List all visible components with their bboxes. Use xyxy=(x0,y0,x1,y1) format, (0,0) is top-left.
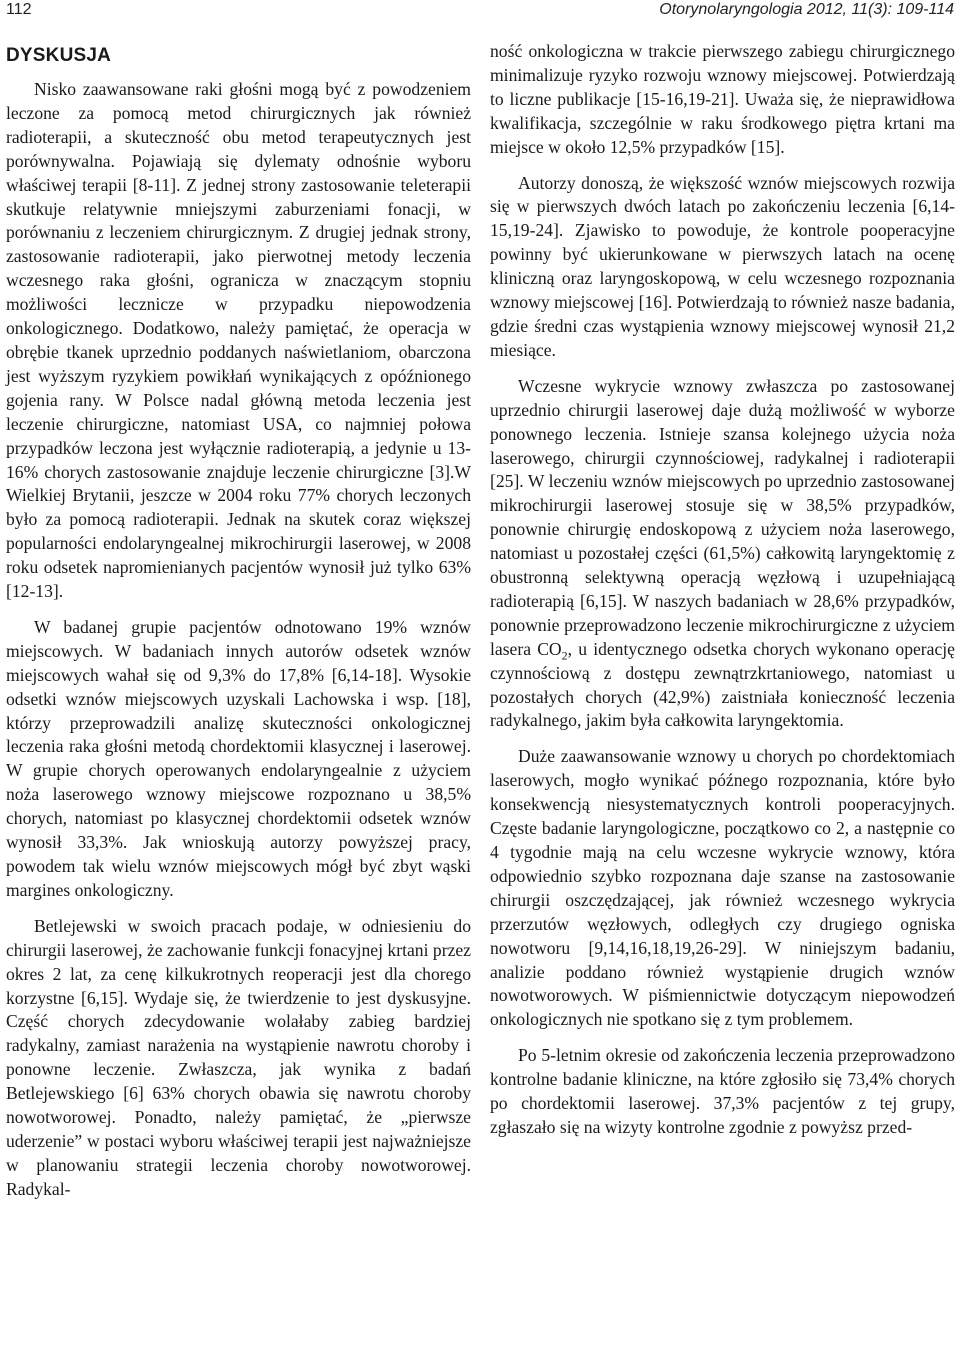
paragraph: Nisko zaawansowane raki głośni mogą być z powodzeniem leczone za pomocą metod chirurgicznych jak również radioterapii, a skuteczność obu metod terapeutycznych jest porównywalna. Pojawiają się dylematy odnośnie wyboru właściwej terapii [8-11]. Z jednej strony zastosowanie teleterapii skutkuje relatywnie mniejszymi zaburzeniami fonacji, w porównaniu z leczeniem chirurgicznym. Z drugiej jednak strony, zastosowanie radioterapii, jako pierwotnej metody leczenia wczesnego raka głośni, ogranicza w znaczącym stopniu możliwości lecznicze w przypadku niepowodzenia onkologicznego. Dodatkowo, należy pamiętać, że operacja w obrębie tkanek uprzednio poddanych naświetlaniom, obarczona jest wyższym ryzykiem powikłań wynikających z opóźnionego gojenia rany. W Polsce nadal główną metoda leczenia jest leczenie chirurgiczne, natomiast USA, co najmniej połowa przypadków leczona jest wyłącznie radioterapią, a jedynie u 13-16% chorych zastosowanie znajduje leczenie chirurgiczne [3].W Wielkiej Brytanii, jeszcze w 2004 roku 77% chorych leczonych było za pomocą radioterapii. Jednak na skutek coraz większej popularności endolaryngealnej mikrochirurgii laserowej, w 2008 roku odsetek napromienianych pacjentów wynosił już tylko 63% [12-13]. xyxy=(6,79,471,602)
subscript: 2 xyxy=(561,648,568,663)
right-column xyxy=(490,40,955,1368)
paragraph xyxy=(490,375,955,734)
paragraph: Betlejewski w swoich pracach podaje, w odniesieniu do chirurgii laserowej, że zachowanie funkcji fonacyjnej krtani przez okres 2 lat, za cenę kilkukrotnych reoperacji jest dla chorego korzystne [6,15]. Wydaje się, że twierdzenie to jest dyskusyjne. Część chorych zdecydowanie wolałaby zabieg bardziej radykalny, zamiast narażenia na wystąpienie nawrotu choroby i ponowne leczenie. Zwłaszcza, jak wynika z badań Betlejewskiego [6] 63% chorych obawia się nawrotu choroby nowotworowej. Ponadto, należy pamiętać, że „pierwsze uderzenie” w postaci wyboru właściwej terapii jest najważniejsze w planowaniu strategii leczenia choroby nowotworowej. Radykal- xyxy=(6,915,471,1199)
paragraph: Duże zaawansowanie wznowy u chorych po chordektomiach laserowych, mogło wynikać późnego rozpoznania, które było konsekwencją niesystematycznych kontroli pooperacyjnych. Częste badanie laryngologiczne, początkowo co 2, a następnie co 4 tygodnie mają na celu wczesne wykrycie wznowy, która odpowiednio szybko rozpoznana daje szanse na zastosowanie chirurgii oszczędzającej, jak również wczesnego wykrycia przerzutów węzłowych, odległych czy drugiego ogniska nowotworu [9,14,16,18,19,26-29]. W niniejszym badaniu, analizie poddano również wystąpienie drugich wznów nowotworowych. W piśmiennictwie dotyczącym niepowodzeń onkologicznych nie spotkano się z tym problemem. xyxy=(490,746,955,1030)
journal-citation: Otorynolaryngologia 2012, 11(3): 109-114 xyxy=(659,1,954,18)
page-header xyxy=(0,0,960,24)
paragraph-text: Wczesne wykrycie wznowy zwłaszcza po zastosowanej uprzednio chirurgii laserowej daje dużą możliwość w wyborze ponownego leczenia. Istnieje szansa kolejnego użycia noża laserowego, chirurgii czynnościowej, radykalnej i radioterapii [25]. W leczeniu wznów miejscowych po uprzednio zastosowanej mikrochirurgii laserowej stosuje się w 38,5% przypadków, ponownie chirurgię endoskopową z użyciem noża laserowego, natomiast u pozostałej części (61,5%) całkowitą laryngektomię z obustronną selektywną operacją węzłową i uzupełniającą radioterapią [6,15]. W naszych badaniach w 28,6% przypadków, ponownie przeprowadzono leczenie mikrochirurgiczne z użyciem lasera CO xyxy=(490,375,955,659)
paragraph: Autorzy donoszą, że większość wznów miejscowych rozwija się w pierwszych dwóch latach po zakończeniu leczenia [6,14-15,19-24]. Zjawisko to powoduje, że kontrole pooperacyjne powinny być ukierunkowane w pierwszych latach na ocenę kliniczną oraz laryngoskopową, w celu wczesnego rozpoznania wznowy miejscowej [16]. Potwierdzają to również nasze badania, gdzie średni czas wystąpienia wznowy miejscowej wynosił 21,2 miesiące. xyxy=(490,172,955,360)
paragraph: ność onkologiczna w trakcie pierwszego zabiegu chirurgicznego minimalizuje ryzyko rozwoju wznowy miejscowej. Potwierdzają to liczne publikacje [15-16,19-21]. Uważa się, że nieprawidłowa kwalifikacja, szczególnie w raku środkowego piętra krtani ma miejsce w około 12,5% przypadków [15]. xyxy=(490,41,955,157)
page-number: 112 xyxy=(6,1,32,18)
paragraph: W badanej grupie pacjentów odnotowano 19% wznów miejscowych. W badaniach innych autorów odsetek wznów miejscowych wahał się od 9,3% do 17,8% [6,14-18]. Wysokie odsetki wznów miejscowych uzyskali Lachowska i wsp. [18], którzy przeprowadzili analizę skuteczności onkologicznej leczenia raka głośni metodą chordektomii klasycznej i laserowej. W grupie chorych operowanych endolaryngealnie z użyciem noża laserowego wznowy miejscowe rozpoznano u 38,5% chorych, natomiast po klasycznej chordektomii odsetek wznów wynosił 33,3%. Jak wnioskują autorzy powyższej pracy, powodem tak wielu wznów miejscowych mógł być zbyt wąski margines onkologiczny. xyxy=(6,616,471,900)
paragraph-text: , u identycznego odsetka chorych wykonano operację czynnościową z dostępu zewnątrzkrtaniowego, natomiast u pozostałych chorych (42,9%) zaistniała konieczność leczenia radykalnego, jakim była całkowita laryngektomia. xyxy=(490,638,955,731)
left-column xyxy=(6,44,471,1368)
section-heading: DYSKUSJA xyxy=(6,45,112,66)
paragraph: Po 5-letnim okresie od zakończenia leczenia przeprowadzono kontrolne badanie kliniczne, na które zgłosiło się 73,4% chorych po chordektomii laserowej. 37,3% pacjentów z tej grupy, zgłaszało się na wizyty kontrolne zgodnie z powyższ przed- xyxy=(490,1045,955,1137)
